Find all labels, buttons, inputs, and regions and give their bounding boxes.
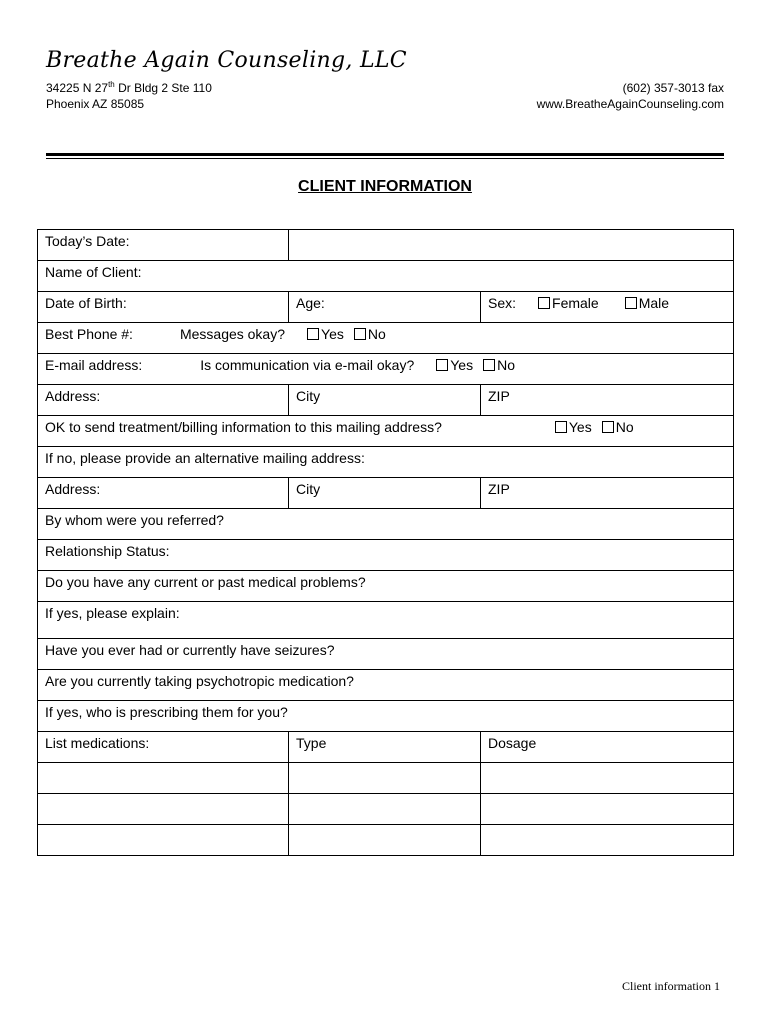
- ok-send-row: [38, 416, 734, 447]
- website-link[interactable]: www.BreatheAgainCounseling.com: [536, 97, 724, 111]
- explain-field[interactable]: [38, 602, 734, 639]
- sex-label: Sex:: [488, 295, 517, 311]
- alt-zip-field[interactable]: [481, 478, 734, 509]
- psychotropic-label: Are you currently taking psychotropic medication?: [45, 673, 354, 689]
- email-no-label: No: [497, 357, 515, 373]
- table-row: [38, 794, 734, 825]
- best-phone-field[interactable]: [38, 323, 734, 354]
- client-information-table: [37, 229, 734, 856]
- medication-type-cell[interactable]: [289, 794, 481, 825]
- referred-label: By whom were you referred?: [45, 512, 224, 528]
- type-header: Type: [289, 732, 481, 763]
- table-row: [38, 763, 734, 794]
- todays-date-field[interactable]: [289, 230, 734, 261]
- medication-name-cell[interactable]: [38, 763, 289, 794]
- header-divider-thick: [46, 153, 724, 156]
- prescribing-label: If yes, who is prescribing them for you?: [45, 704, 288, 720]
- medication-type-cell[interactable]: [289, 763, 481, 794]
- male-label: Male: [638, 295, 670, 311]
- table-row: [38, 261, 734, 292]
- email-field[interactable]: [38, 354, 734, 385]
- ok-send-yes-checkbox[interactable]: [555, 421, 567, 433]
- table-row: [38, 732, 734, 763]
- age-label: Age:: [296, 295, 325, 311]
- relationship-label: Relationship Status:: [45, 543, 170, 559]
- alt-address-field[interactable]: [38, 478, 289, 509]
- page-footer: Client information 1: [622, 979, 720, 993]
- dob-label: Date of Birth:: [45, 295, 127, 311]
- best-phone-label: Best Phone #:: [45, 326, 133, 342]
- messages-yes-label: Yes: [321, 326, 344, 342]
- address-line-2: Phoenix AZ 85085: [46, 97, 145, 111]
- alt-city-field[interactable]: [289, 478, 481, 509]
- table-row: [38, 639, 734, 670]
- table-row: [38, 292, 734, 323]
- address-line-1: 34225 N 27th Dr Bldg 2 Ste 110: [46, 80, 212, 95]
- dosage-header: Dosage: [481, 732, 734, 763]
- male-checkbox[interactable]: [625, 297, 637, 309]
- table-row: [38, 230, 734, 261]
- alt-address-prompt: If no, please provide an alternative mailing address:: [38, 447, 734, 478]
- todays-date-label: Today’s Date:: [38, 230, 289, 261]
- table-row: [38, 701, 734, 732]
- table-row: [38, 825, 734, 856]
- address-field[interactable]: [38, 385, 289, 416]
- table-row: [38, 509, 734, 540]
- messages-no-checkbox[interactable]: [354, 328, 366, 340]
- messages-no-label: No: [367, 326, 386, 342]
- female-label: Female: [552, 295, 599, 311]
- zip-label: ZIP: [488, 388, 510, 404]
- table-row: [38, 670, 734, 701]
- form-heading: CLIENT INFORMATION: [298, 178, 472, 195]
- medication-name-cell[interactable]: [38, 825, 289, 856]
- org-name: Breathe Again Counseling, LLC: [46, 48, 407, 73]
- seizures-field[interactable]: [38, 639, 734, 670]
- medical-label: Do you have any current or past medical problems?: [45, 574, 366, 590]
- sex-field: [481, 292, 734, 323]
- psychotropic-field[interactable]: [38, 670, 734, 701]
- zip-field[interactable]: [481, 385, 734, 416]
- explain-label: If yes, please explain:: [45, 605, 180, 621]
- ok-send-no-label: No: [615, 419, 634, 435]
- alt-address-label: Address:: [45, 481, 101, 497]
- female-checkbox[interactable]: [538, 297, 550, 309]
- email-yes-label: Yes: [450, 357, 474, 373]
- city-label: City: [296, 388, 321, 404]
- ok-send-no-checkbox[interactable]: [602, 421, 614, 433]
- ok-send-label: OK to send treatment/billing information to this mailing address?: [45, 419, 442, 435]
- table-row: [38, 571, 734, 602]
- header-divider-thin: [46, 158, 724, 159]
- medication-dosage-cell[interactable]: [481, 794, 734, 825]
- prescribing-field[interactable]: [38, 701, 734, 732]
- table-row: [38, 416, 734, 447]
- seizures-label: Have you ever had or currently have seizures?: [45, 642, 335, 658]
- medication-name-cell[interactable]: [38, 794, 289, 825]
- email-no-checkbox[interactable]: [483, 359, 495, 371]
- referred-field[interactable]: [38, 509, 734, 540]
- address-label: Address:: [45, 388, 101, 404]
- table-row: [38, 478, 734, 509]
- table-row: [38, 540, 734, 571]
- table-row: [38, 354, 734, 385]
- medication-dosage-cell[interactable]: [481, 763, 734, 794]
- messages-okay-label: Messages okay?: [179, 326, 286, 342]
- table-row: [38, 385, 734, 416]
- alt-zip-label: ZIP: [488, 481, 510, 497]
- org-address: [46, 80, 212, 112]
- table-row: [38, 602, 734, 639]
- email-label: E-mail address:: [45, 357, 143, 373]
- alt-city-label: City: [296, 481, 321, 497]
- ok-send-yes-label: Yes: [568, 419, 592, 435]
- email-yes-checkbox[interactable]: [436, 359, 448, 371]
- dob-field[interactable]: [38, 292, 289, 323]
- email-ok-label: Is communication via e-mail okay?: [200, 357, 415, 373]
- list-medications-header: List medications:: [38, 732, 289, 763]
- org-contact: [537, 80, 724, 112]
- fax-number: (602) 357-3013 fax: [622, 81, 724, 95]
- city-field[interactable]: [289, 385, 481, 416]
- age-field[interactable]: [289, 292, 481, 323]
- medical-field[interactable]: [38, 571, 734, 602]
- messages-yes-checkbox[interactable]: [307, 328, 319, 340]
- table-row: [38, 447, 734, 478]
- medication-dosage-cell[interactable]: [481, 825, 734, 856]
- name-of-client-field[interactable]: [38, 261, 734, 292]
- relationship-field[interactable]: [38, 540, 734, 571]
- name-of-client-label: Name of Client:: [45, 264, 142, 280]
- table-row: [38, 323, 734, 354]
- medication-type-cell[interactable]: [289, 825, 481, 856]
